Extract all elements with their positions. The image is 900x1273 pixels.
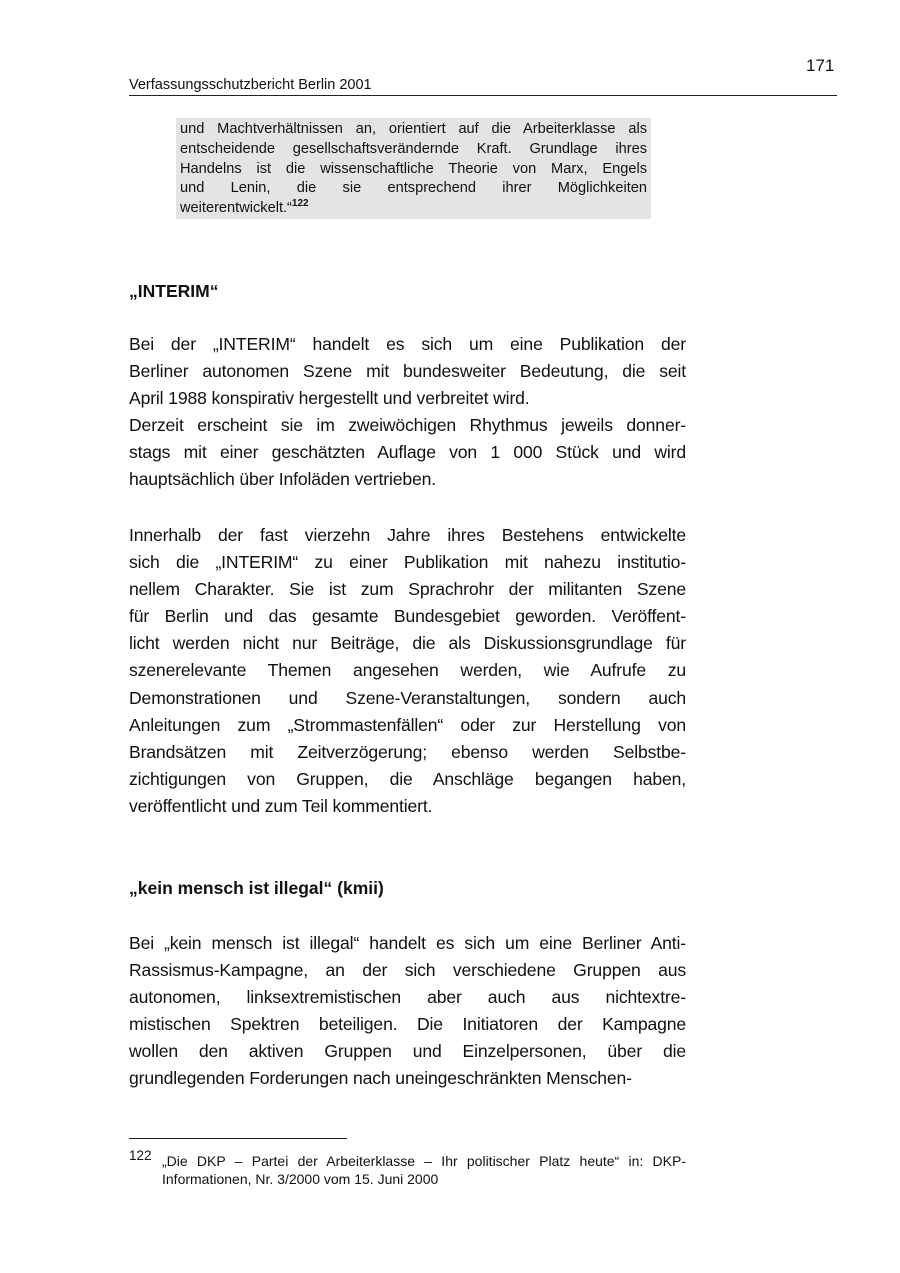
text-line: Derzeit erscheint sie im zweiwöchigen Rhythmus jeweils donner- — [129, 415, 686, 436]
text-line: Anleitungen zum „Strommastenfällen“ oder zur Herstellung von — [129, 714, 686, 735]
text-line: Innerhalb der fast vierzehn Jahre ihres Bestehens entwickelte — [129, 525, 686, 545]
text-line: veröffentlicht und zum Teil kommentiert. — [129, 795, 433, 816]
text-line: sich die „INTERIM“ zu einer Publikation mit nahezu institutio- — [129, 552, 686, 573]
text-line: Rassismus-Kampagne, an der sich verschiedene Gruppen aus — [129, 960, 686, 981]
text-line: szenerelevante Themen angesehen werden, wie Aufrufe zu — [129, 660, 686, 681]
page-number: 171 — [806, 56, 835, 75]
text-line: Bei „kein mensch ist illegal“ handelt es sich um eine Berliner Anti- — [129, 933, 686, 953]
header-divider — [129, 95, 837, 96]
kmii-paragraph-1 — [129, 930, 686, 1093]
text-line: hauptsächlich über Infoläden vertrieben. — [129, 469, 436, 490]
text-line: mistischen Spektren beteiligen. Die Initiatoren der Kampagne — [129, 1014, 686, 1035]
quote-line: entscheidende gesellschaftsverändernde Kraft. Grundlage ihres — [180, 140, 647, 157]
quote-text — [180, 120, 647, 219]
text-line: grundlegenden Forderungen nach uneingeschränkten Menschen- — [129, 1068, 632, 1089]
footnote-reference[interactable]: 122 — [291, 198, 309, 210]
text-line: Demonstrationen und Szene-Veranstaltungen, sondern auch — [129, 687, 686, 708]
interim-paragraph-1 — [129, 331, 686, 494]
footnote-number: 122 — [129, 1148, 152, 1163]
footnote-divider — [129, 1138, 347, 1139]
section-heading-interim: „INTERIM“ — [129, 281, 219, 301]
text-line: Bei der „INTERIM“ handelt es sich um eine Publikation der — [129, 334, 686, 354]
footnote-line: Informationen, Nr. 3/2000 vom 15. Juni 2000 — [162, 1171, 439, 1187]
text-line: licht werden nicht nur Beiträge, die als Diskussionsgrundlage für — [129, 633, 686, 654]
quote-line: weiterentwickelt.“ — [180, 200, 292, 217]
quote-line: und Machtverhältnissen an, orientiert auf die Arbeiterklasse als — [180, 121, 647, 137]
text-line: zichtigungen von Gruppen, die Anschläge begangen haben, — [129, 768, 686, 789]
text-line: für Berlin und das gesamte Bundesgebiet geworden. Veröffent- — [129, 606, 686, 627]
text-line: stags mit einer geschätzten Auflage von 1 000 Stück und wird — [129, 442, 686, 463]
text-line: April 1988 konspirativ hergestellt und verbreitet wird. — [129, 388, 530, 409]
footnote-line: „Die DKP – Partei der Arbeiterklasse – Ihr politischer Platz heute“ in: DKP- — [162, 1153, 686, 1169]
quote-box — [176, 118, 651, 219]
interim-paragraph-2 — [129, 522, 686, 820]
section-heading-kmii: „kein mensch ist illegal“ (kmii) — [129, 878, 384, 898]
text-line: nellem Charakter. Sie ist zum Sprachrohr der militanten Szene — [129, 579, 686, 600]
quote-line: und Lenin, die sie entsprechend ihrer Möglichkeiten — [180, 180, 647, 197]
text-line: autonomen, linksextremistischen aber auch aus nichtextre- — [129, 987, 686, 1008]
text-line: Brandsätzen mit Zeitverzögerung; ebenso werden Selbstbe- — [129, 741, 686, 762]
running-header-title: Verfassungsschutzbericht Berlin 2001 — [129, 77, 372, 93]
text-line: wollen den aktiven Gruppen und Einzelpersonen, über die — [129, 1041, 686, 1062]
footnote-text — [162, 1152, 686, 1188]
text-line: Berliner autonomen Szene mit bundesweiter Bedeutung, die seit — [129, 361, 686, 382]
quote-line: Handelns ist die wissenschaftliche Theorie von Marx, Engels — [180, 160, 647, 177]
